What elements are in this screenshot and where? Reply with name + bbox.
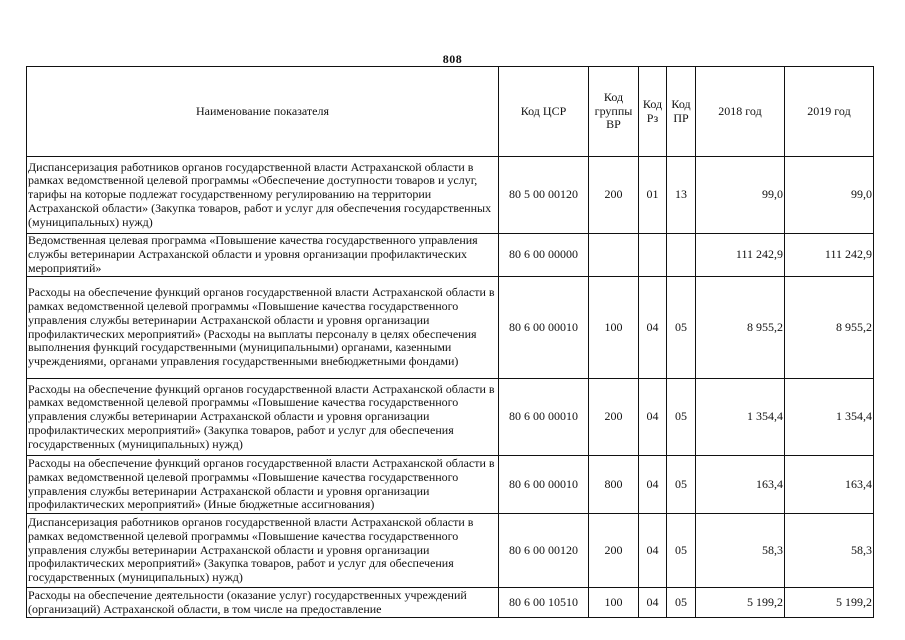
row-2018: 1 354,4 bbox=[696, 379, 785, 456]
row-2018: 58,3 bbox=[696, 514, 785, 588]
header-2018: 2018 год bbox=[696, 67, 785, 157]
row-2018: 99,0 bbox=[696, 157, 785, 234]
row-pr: 13 bbox=[667, 157, 696, 234]
row-rz: 01 bbox=[639, 157, 667, 234]
row-2019: 163,4 bbox=[785, 456, 874, 514]
row-vr: 200 bbox=[589, 379, 639, 456]
row-csr: 80 6 00 00120 bbox=[499, 514, 589, 588]
row-rz bbox=[639, 234, 667, 277]
row-2019: 5 199,2 bbox=[785, 588, 874, 618]
page-number: 808 bbox=[442, 52, 463, 66]
row-rz: 04 bbox=[639, 588, 667, 618]
row-vr: 200 bbox=[589, 157, 639, 234]
row-name: Расходы на обеспечение функций органов государственной власти Астраханской области в рамках ведомственной целевой программы «Повышение качества государственного управления службы ветеринарии Астраханской области и уровня организации профилактических мероприятий» (Расходы на выплаты персоналу в целях обеспечения выполнения функций государственными (муниципальными) органами, казенными учреждениями, органами управления государственными внебюджетными фондами) bbox=[27, 277, 499, 379]
row-pr: 05 bbox=[667, 588, 696, 618]
table-row bbox=[27, 514, 874, 588]
row-2018: 163,4 bbox=[696, 456, 785, 514]
table-row bbox=[27, 379, 874, 456]
table-row bbox=[27, 277, 874, 379]
row-csr: 80 6 00 00010 bbox=[499, 456, 589, 514]
page-bottom-edge bbox=[0, 621, 905, 640]
header-pr: Код ПР bbox=[667, 67, 696, 157]
row-name: Диспансеризация работников органов государственной власти Астраханской области в рамках ведомственной целевой программы «Обеспечение доступности товаров и услуг, тарифы на которые подлежат государственному регулированию на территории Астраханской области» (Закупка товаров, работ и услуг для обеспечения государственных (муниципальных) нужд) bbox=[27, 157, 499, 234]
row-2019: 8 955,2 bbox=[785, 277, 874, 379]
budget-table bbox=[26, 66, 874, 618]
table-row bbox=[27, 234, 874, 277]
row-csr: 80 5 00 00120 bbox=[499, 157, 589, 234]
row-2018: 8 955,2 bbox=[696, 277, 785, 379]
row-2019: 1 354,4 bbox=[785, 379, 874, 456]
row-name: Ведомственная целевая программа «Повышение качества государственного управления службы ветеринарии Астраханской области и уровня организации профилактических мероприятий» bbox=[27, 234, 499, 277]
header-name: Наименование показателя bbox=[27, 67, 499, 157]
row-vr: 100 bbox=[589, 277, 639, 379]
row-pr: 05 bbox=[667, 456, 696, 514]
row-pr: 05 bbox=[667, 277, 696, 379]
header-csr: Код ЦСР bbox=[499, 67, 589, 157]
row-csr: 80 6 00 00010 bbox=[499, 379, 589, 456]
table-row bbox=[27, 157, 874, 234]
table-row bbox=[27, 456, 874, 514]
row-rz: 04 bbox=[639, 514, 667, 588]
row-name: Расходы на обеспечение деятельности (оказание услуг) государственных учреждений (организаций) Астраханской области, в том числе на предоставление bbox=[27, 588, 499, 618]
table-row bbox=[27, 588, 874, 618]
row-pr: 05 bbox=[667, 379, 696, 456]
row-vr: 200 bbox=[589, 514, 639, 588]
row-rz: 04 bbox=[639, 379, 667, 456]
row-2019: 58,3 bbox=[785, 514, 874, 588]
row-2018: 111 242,9 bbox=[696, 234, 785, 277]
row-rz: 04 bbox=[639, 456, 667, 514]
row-csr: 80 6 00 10510 bbox=[499, 588, 589, 618]
row-name: Диспансеризация работников органов государственной власти Астраханской области в рамках ведомственной целевой программы «Повышение качества государственного управления службы ветеринарии Астраханской области и уровня организации профилактических мероприятий» (Закупка товаров, работ и услуг для обеспечения государственных (муниципальных) нужд) bbox=[27, 514, 499, 588]
row-pr bbox=[667, 234, 696, 277]
row-2018: 5 199,2 bbox=[696, 588, 785, 618]
row-pr: 05 bbox=[667, 514, 696, 588]
row-name: Расходы на обеспечение функций органов государственной власти Астраханской области в рамках ведомственной целевой программы «Повышение качества государственного управления службы ветеринарии Астраханской области и уровня организации профилактических мероприятий» (Иные бюджетные ассигнования) bbox=[27, 456, 499, 514]
header-row bbox=[27, 67, 874, 157]
row-2019: 111 242,9 bbox=[785, 234, 874, 277]
header-vr: Код группы ВР bbox=[589, 67, 639, 157]
row-vr: 800 bbox=[589, 456, 639, 514]
row-vr bbox=[589, 234, 639, 277]
row-rz: 04 bbox=[639, 277, 667, 379]
header-rz: Код Рз bbox=[639, 67, 667, 157]
row-vr: 100 bbox=[589, 588, 639, 618]
row-csr: 80 6 00 00010 bbox=[499, 277, 589, 379]
header-2019: 2019 год bbox=[785, 67, 874, 157]
row-name: Расходы на обеспечение функций органов государственной власти Астраханской области в рамках ведомственной целевой программы «Повышение качества государственного управления службы ветеринарии Астраханской области и уровня организации профилактических мероприятий» (Закупка товаров, работ и услуг для обеспечения государственных (муниципальных) нужд) bbox=[27, 379, 499, 456]
row-2019: 99,0 bbox=[785, 157, 874, 234]
row-csr: 80 6 00 00000 bbox=[499, 234, 589, 277]
